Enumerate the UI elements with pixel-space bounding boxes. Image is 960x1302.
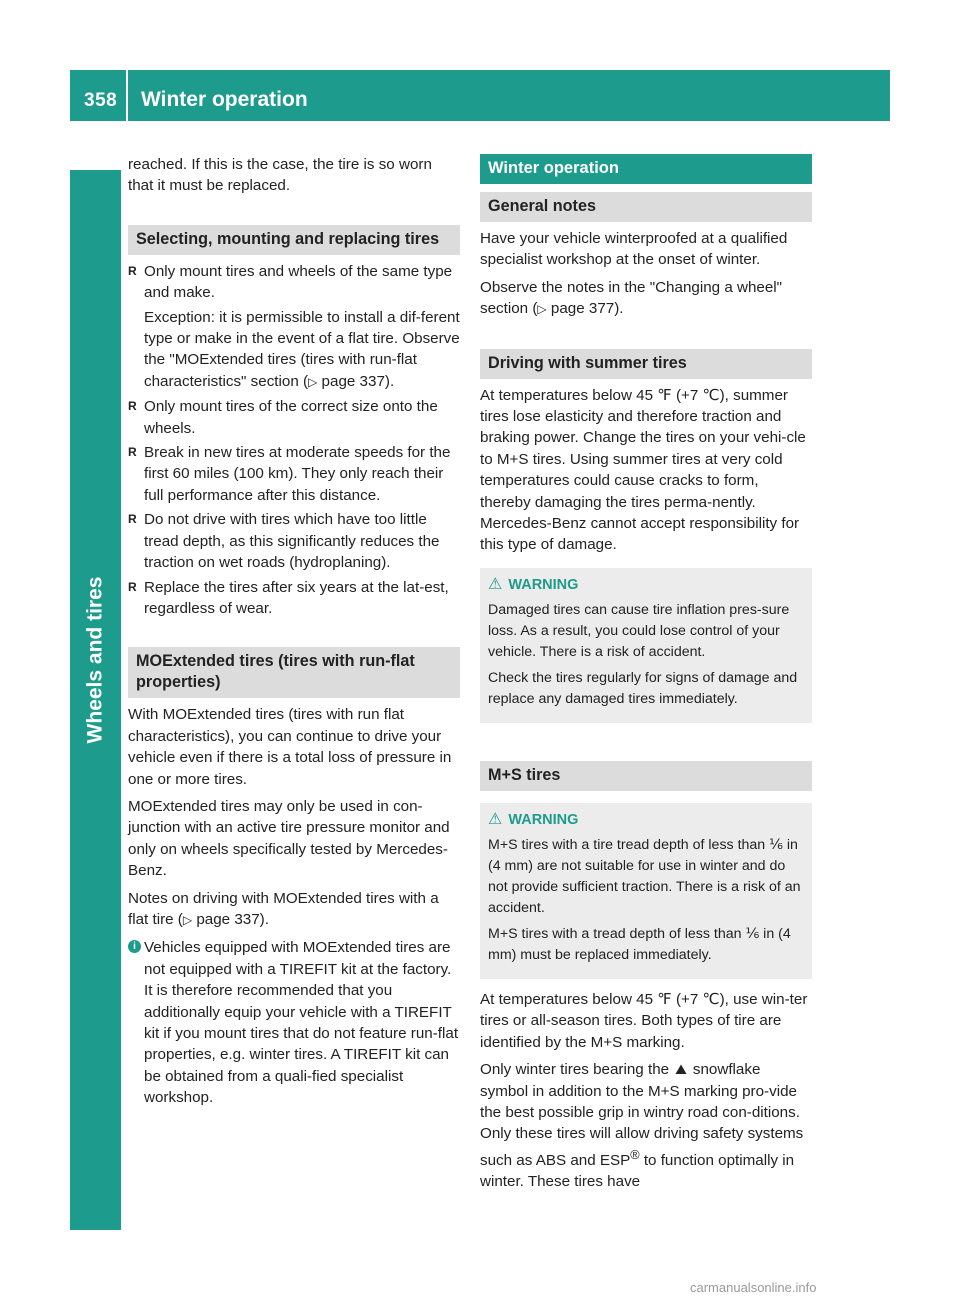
moextended-paragraph-1: With MOExtended tires (tires with run flat characteristics), you can continue to drive your vehicle even if there is a total loss of pressure in one or more tires. — [128, 706, 452, 788]
page-ref-arrow-icon: ▷ — [308, 374, 318, 389]
general-paragraph-2 — [480, 277, 812, 321]
moextended-paragraph-2: MOExtended tires may only be used in con-junction with an active tire pressure monitor and only on wheels specifically tested by Mercedes-Benz. — [128, 797, 450, 880]
info-note — [128, 937, 460, 1108]
page-reference-link[interactable]: page 337). — [196, 910, 269, 928]
page-reference-link[interactable]: page 377). — [550, 300, 624, 318]
page-reference-link[interactable]: page 337). — [321, 372, 395, 390]
bullet-marker-icon: R — [128, 579, 137, 594]
warning-box-summer — [480, 568, 812, 723]
bullet-text: Do not drive with tires which have too little tread depth, as this significantly reduces the traction on wet roads (hydroplaning). — [144, 511, 440, 572]
list-item — [128, 509, 460, 573]
right-column — [480, 154, 812, 1199]
section-heading-selecting: Selecting, mounting and replacing tires — [128, 225, 460, 255]
paragraph-text: Notes on driving with MOExtended tires with a flat tire ( — [128, 889, 439, 928]
section-heading-ms-tires: M+S tires — [480, 761, 812, 791]
watermark: carmanualsonline.info — [690, 1280, 817, 1295]
page-ref-arrow-icon: ▷ — [537, 302, 547, 317]
section-heading-summer-tires: Driving with summer tires — [480, 349, 812, 379]
warning-triangle-icon: ⚠ — [488, 575, 503, 593]
bullet-text: Only mount tires of the correct size onto the wheels. — [144, 398, 438, 437]
bullet-text: Replace the tires after six years at the lat-est, regardless of wear. — [144, 578, 449, 617]
bullet-text: Only mount tires and wheels of the same type and make. — [144, 262, 453, 302]
warning-heading — [488, 574, 804, 596]
list-item — [128, 261, 460, 393]
left-column — [128, 154, 460, 1115]
warning-triangle-icon: ⚠ — [488, 810, 503, 828]
page-ref-arrow-icon: ▷ — [182, 912, 193, 927]
registered-mark: ® — [630, 1147, 640, 1162]
bullet-subparagraph — [144, 307, 460, 394]
warning-heading — [488, 809, 804, 831]
paragraph-text: to function optimally in winter. These tires have — [480, 1151, 795, 1191]
bullet-marker-icon: R — [128, 512, 137, 527]
list-item — [128, 442, 460, 506]
bullet-marker-icon: R — [128, 445, 137, 460]
warning-text: M+S tires with a tire tread depth of less than ⅙ in (4 mm) are not suitable for use in winter and do not provide sufficient traction. There is a risk of an accident. — [488, 836, 801, 916]
warning-text: M+S tires with a tread depth of less than ⅙ in (4 mm) must be replaced immediately. — [488, 925, 791, 963]
list-item — [128, 396, 460, 439]
bullet-marker-icon: R — [128, 399, 137, 414]
warning-text: Damaged tires can cause tire inflation pres-sure loss. As a result, you could lose control of your vehicle. There is a risk of accident. — [488, 601, 790, 660]
bullet-text: Break in new tires at moderate speeds for the first 60 miles (100 km). They only reach their full performance after this distance. — [144, 444, 451, 504]
general-paragraph-1: Have your vehicle winterproofed at a qualified specialist workshop at the onset of winter. — [480, 230, 788, 269]
exception-text: Exception: it is permissible to install a dif-ferent type or make in the event of a flat tire. Observe the "MOExtended tires (tires with run-flat characteristics" section ( — [144, 308, 460, 390]
chapter-side-tab-label: Wheels and tires — [83, 576, 107, 744]
info-icon: i — [128, 940, 141, 953]
snowflake-mountain-icon: ⛰ — [675, 1061, 687, 1078]
intro-paragraph: reached. If this is the case, the tire is so worn that it must be replaced. — [128, 156, 432, 195]
warning-text: Check the tires regularly for signs of damage and replace any damaged tires immediately. — [488, 669, 798, 707]
moextended-paragraph-3 — [128, 888, 460, 932]
section-heading-general-notes: General notes — [480, 192, 812, 222]
selecting-bullet-list — [128, 261, 460, 620]
bullet-marker-icon: R — [128, 263, 137, 278]
ms-paragraph-2 — [480, 1059, 812, 1193]
warning-box-ms — [480, 803, 812, 979]
page-number: 358 — [84, 90, 118, 111]
section-heading-moextended: MOExtended tires (tires with run-flat properties) — [128, 647, 460, 698]
list-item — [128, 577, 460, 620]
warning-label: WARNING — [508, 811, 579, 828]
chapter-side-tab-label-wrap — [70, 560, 121, 760]
info-note-text: Vehicles equipped with MOExtended tires are not equipped with a TIREFIT kit at the factory. It is therefore recommended that you additionally equip your vehicle with a TIREFIT kit if you mount tires that do not feature run-flat properties, e.g. winter tires. A TIREFIT kit can be obtained from a quali-fied specialist workshop. — [144, 939, 459, 1107]
paragraph-text: snowflake symbol in addition to the M+S marking pro-vide the best possible grip in wintry road con-ditions. Only these tires will allow driving safety systems such as ABS and ESP — [480, 1061, 804, 1169]
summer-paragraph: At temperatures below 45 ℉ (+7 ℃), summer tires lose elasticity and therefore traction and braking power. Change the tires on your vehi-cle to M+S tires. Using summer tires at very cold temperatures could cause cracks to form, thereby damaging the tires perma-nently. Mercedes-Benz cannot accept responsibility for this type of damage. — [480, 386, 806, 554]
paragraph-text: Only winter tires bearing the — [480, 1061, 670, 1079]
main-section-heading: Winter operation — [480, 154, 812, 184]
page-title: Winter operation — [141, 88, 308, 111]
header-divider — [126, 70, 128, 121]
warning-label: WARNING — [508, 576, 579, 593]
paragraph-text: Observe the notes in the "Changing a wheel" section ( — [480, 278, 783, 318]
ms-paragraph-1: At temperatures below 45 ℉ (+7 ℃), use win-ter tires or all-season tires. Both types of tire are identified by the M+S marking. — [480, 990, 808, 1051]
